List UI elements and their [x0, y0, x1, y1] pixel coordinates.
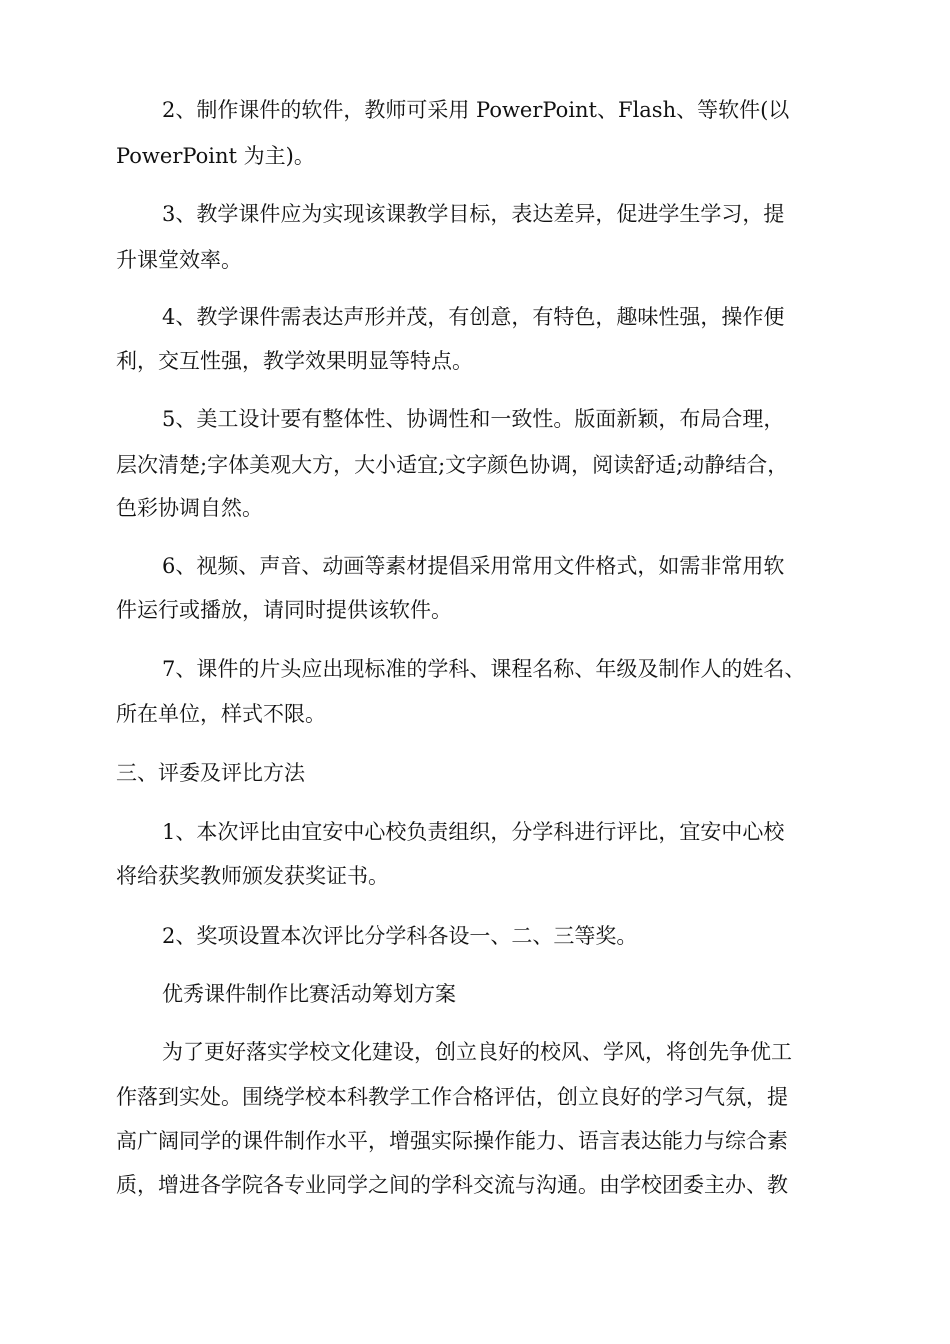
text-line: 层次清楚;字体美观大方，大小适宜;文字颜色协调，阅读舒适;动静结合，	[116, 453, 789, 477]
text-line: 作落到实处。围绕学校本科教学工作合格评估，创立良好的学习气氛，提	[116, 1085, 788, 1109]
text-line: 高广阔同学的课件制作水平，增强实际操作能力、语言表达能力与综合素	[116, 1129, 788, 1153]
text-line: 优秀课件制作比赛活动筹划方案	[162, 982, 456, 1006]
text-line: 三、评委及评比方法	[116, 761, 305, 785]
text-line: 利，交互性强，教学效果明显等特点。	[116, 349, 473, 373]
text-line: 6、视频、声音、动画等素材提倡采用常用文件格式，如需非常用软	[162, 554, 785, 578]
text-line: 7、课件的片头应出现标准的学科、课程名称、年级及制作人的姓名、	[162, 657, 806, 681]
text-line: 1、本次评比由宜安中心校负责组织，分学科进行评比，宜安中心校	[162, 820, 785, 844]
text-line: 3、教学课件应为实现该课教学目标，表达差异，促进学生学习，提	[162, 202, 785, 226]
text-line: 2、制作课件的软件，教师可采用 PowerPoint、Flash、等软件(以	[162, 98, 790, 122]
text-line: 将给获奖教师颁发获奖证书。	[116, 864, 389, 888]
text-line: 质，增进各学院各专业同学之间的学科交流与沟通。由学校团委主办、教	[116, 1173, 788, 1197]
text-line: 件运行或播放，请同时提供该软件。	[116, 598, 452, 622]
text-line: 4、教学课件需表达声形并茂，有创意，有特色，趣味性强，操作便	[162, 305, 785, 329]
text-line: 所在单位，样式不限。	[116, 702, 326, 726]
text-line: PowerPoint 为主)。	[116, 144, 315, 168]
text-line: 2、奖项设置本次评比分学科各设一、二、三等奖。	[162, 924, 638, 948]
text-line: 升课堂效率。	[116, 248, 242, 272]
text-line: 5、美工设计要有整体性、协调性和一致性。版面新颖，布局合理，	[162, 407, 785, 431]
text-line: 色彩协调自然。	[116, 496, 263, 520]
text-line: 为了更好落实学校文化建设，创立良好的校风、学风，将创先争优工	[162, 1040, 792, 1064]
